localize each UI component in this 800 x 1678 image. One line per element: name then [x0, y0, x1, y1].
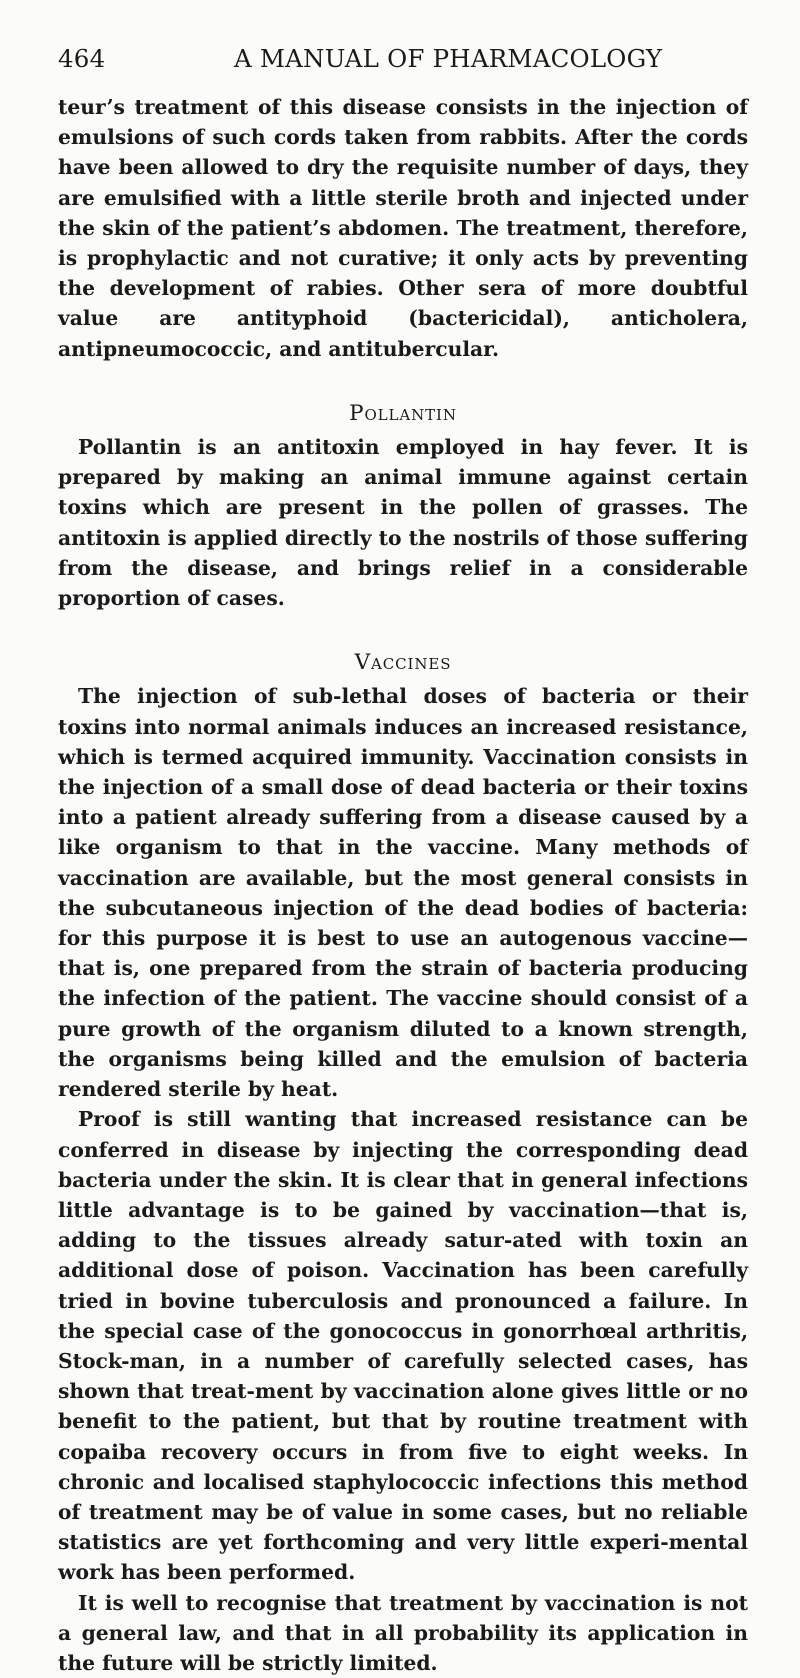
vaccines-paragraph-1: The injection of sub-lethal doses of bacteria or their toxins into normal animals induces an increased resistance, which is termed acquired immunity. Vaccination consists in the injection of a small dose of dead bacteria or their toxins into a patient already suffering from a disease caused by a like organism to that in the vaccine. Many methods of vaccination are available, but the most general consists in the subcutaneous injection of the dead bodies of bacteria: for this purpose it is best to use an autogenous vaccine—that is, one prepared from the strain of bacteria producing the infection of the patient. The vaccine should consist of a pure growth of the organism diluted to a known strength, the organisms being killed and the emulsion of bacteria rendered sterile by heat. [58, 684, 748, 1102]
pollantin-paragraph: Pollantin is an antitoxin employed in hay fever. It is prepared by making an animal immune against certain toxins which are present in the pollen of grasses. The antitoxin is applied directly to the nostrils of those suffering from the disease, and brings relief in a considerable proportion of cases. [58, 435, 748, 611]
vaccines-paragraph-2: Proof is still wanting that increased resistance can be conferred in disease by injecting the corresponding dead bacteria under the skin. It is clear that in general infections little advantage is to be gained by vaccination—that is, adding to the tissues already satur-ated with toxin an additional dose of poison. Vaccination has been carefully tried in bovine tuberculosis and pronounced a failure. In the special case of the gonococcus in gonorrhœal arthritis, Stock-man, in a number of carefully selected cases, has shown that treat-ment by vaccination alone gives little or no benefit to the patient, but that by routine treatment with copaiba recovery occurs in from five to eight weeks. In chronic and localised staphylococcic infections this method of treatment may be of value in some cases, but no reliable statistics are yet forthcoming and very little experi-mental work has been performed. [58, 1107, 748, 1585]
intro-paragraph: teur’s treatment of this disease consists in the injection of emulsions of such cords taken from rabbits. After the cords have been allowed to dry the requisite number of days, they are emulsified with a little sterile broth and injected under the skin of the patient’s abdomen. The treatment, therefore, is prophylactic and not curative; it only acts by preventing the development of rabies. Other sera of more doubtful value are antityphoid (bactericidal), anticholera, antipneumococcic, and antitubercular. [58, 95, 748, 361]
running-title: A MANUAL OF PHARMACOLOGY [234, 44, 663, 73]
vaccines-paragraph-3: It is well to recognise that treatment by vaccination is not a general law, and that in all probability its application in the future will be strictly limited. [58, 1590, 748, 1675]
body-text [58, 92, 748, 1678]
page-number: 464 [58, 44, 106, 73]
pollantin-heading: Pollantin [349, 400, 457, 426]
vaccines-heading: Vaccines [354, 650, 452, 676]
book-page [58, 44, 748, 1678]
page-header [58, 44, 748, 84]
